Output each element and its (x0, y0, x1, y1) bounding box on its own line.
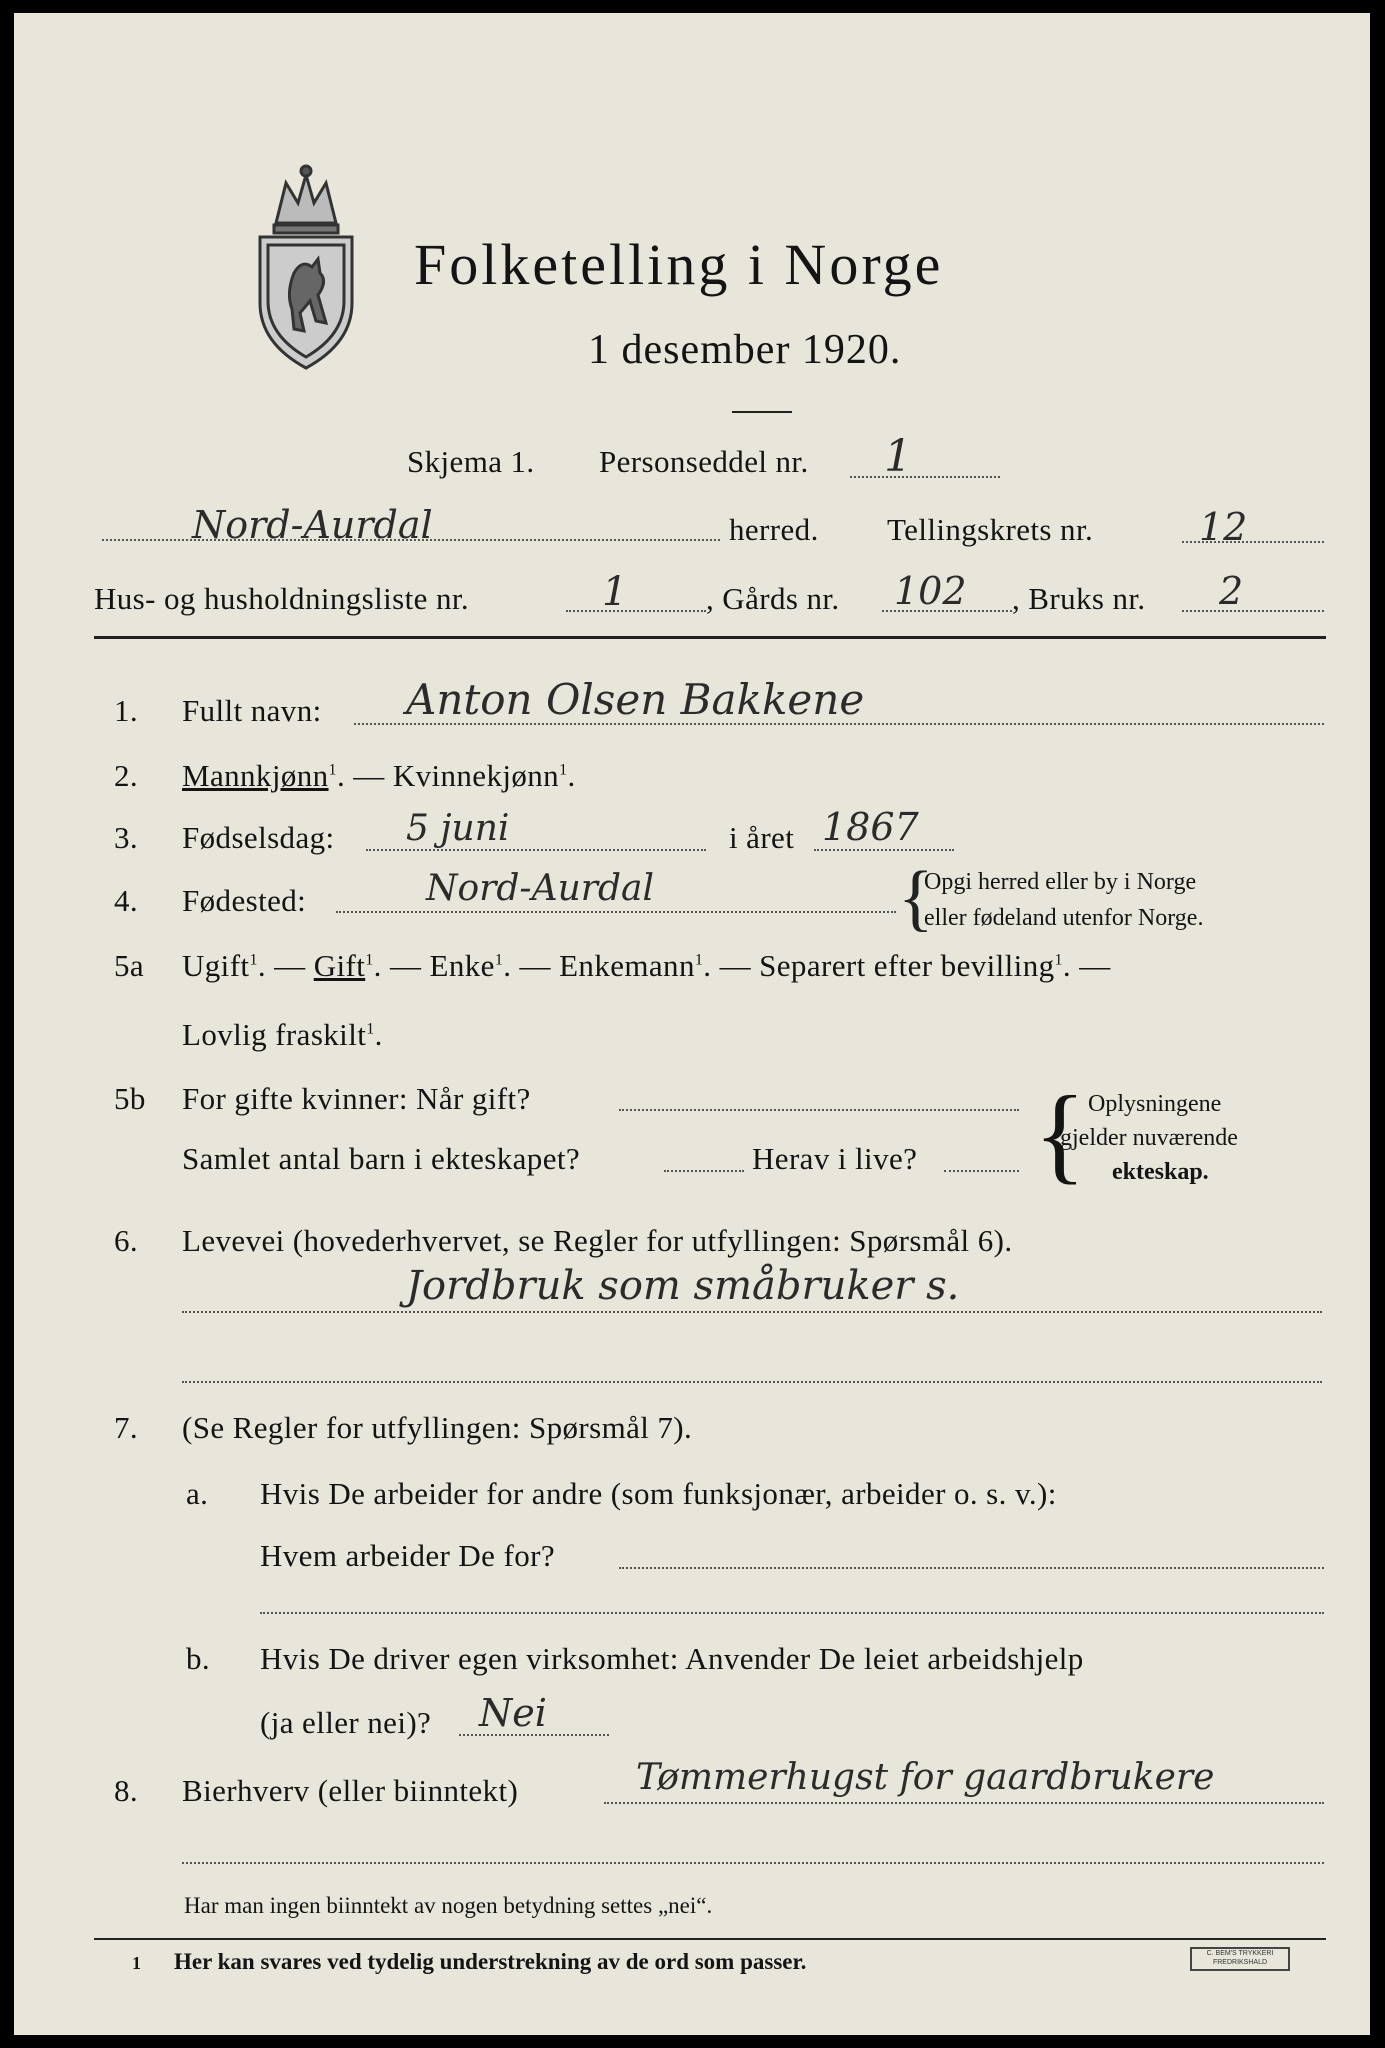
q3-label: Fødselsdag: (182, 820, 335, 855)
status-enkemann[interactable]: Enkemann (559, 948, 695, 983)
q5b-children-line (664, 1170, 744, 1172)
birthplace-value[interactable]: Nord-Aurdal (426, 868, 655, 909)
q3-day-line (366, 849, 706, 851)
hus-label: Hus- og husholdningsliste nr. (94, 581, 470, 616)
q4-label: Fødested: (182, 883, 307, 918)
q7a-line-1 (619, 1567, 1324, 1569)
personseddel-value[interactable]: 1 (884, 431, 912, 482)
tellingskrets-value[interactable]: 12 (1199, 505, 1248, 549)
q5b-children-label: Samlet antal barn i ekteskapet? (182, 1141, 581, 1176)
status-ugift[interactable]: Ugift (182, 948, 250, 983)
gards-label: , Gårds nr. (706, 581, 840, 616)
separator: . — (373, 948, 430, 983)
q7b-text: Hvis De driver egen virksomhet: Anvender De leiet arbeidshjelp (260, 1641, 1084, 1676)
coat-of-arms-icon (246, 163, 366, 373)
q5b-note-line1: Oplysningene (1088, 1091, 1222, 1117)
q5b-married-label: For gifte kvinner: Når gift? (182, 1081, 531, 1116)
footnote-ref: 1 (328, 761, 337, 779)
q6-line-1 (182, 1311, 1322, 1313)
separator: . — (1062, 948, 1111, 983)
printer-stamp-line2: FREDRIKSHALD (1212, 1959, 1268, 1966)
q5b-note-line2: gjelder nuværende (1060, 1125, 1238, 1151)
printer-stamp (1190, 1947, 1290, 1971)
q5b-note-line3: ekteskap. (1112, 1159, 1209, 1185)
tellingskrets-label: Tellingskrets nr. (887, 512, 1094, 547)
civil-status-options (182, 948, 1111, 984)
q5b-alive-line (944, 1170, 1019, 1172)
footnote-mark: 1 (132, 1953, 141, 1973)
footnote-ref: 1 (1054, 951, 1063, 969)
q5b-alive-label: Herav i live? (752, 1141, 918, 1176)
footnote-ref: 1 (365, 951, 374, 969)
skjema-label: Skjema 1. (407, 444, 535, 479)
census-date: 1 desember 1920. (588, 327, 902, 373)
separator: . — (503, 948, 560, 983)
q8-line-2 (182, 1862, 1324, 1864)
gender-female[interactable]: Kvinnekjønn (392, 758, 560, 793)
q7a-letter: a. (186, 1476, 209, 1511)
hus-value[interactable]: 1 (602, 569, 628, 615)
brace: { (898, 857, 934, 939)
footnote-ref: 1 (494, 951, 504, 969)
q3-year-label: i året (729, 820, 795, 855)
footnote-text: Her kan svares ved tydelig understrekning av de ord som passer. (174, 1949, 807, 1974)
printer-stamp-line1: C. BEM'S TRYKKERI (1206, 1950, 1274, 1957)
status-gift[interactable]: Gift (313, 948, 366, 983)
census-form (14, 13, 1370, 2035)
footer-rule (94, 1938, 1326, 1940)
title-divider (732, 411, 792, 413)
civil-status-options-cont (182, 1017, 383, 1053)
occupation-value[interactable]: Jordbruk som småbruker s. (406, 1263, 960, 1309)
q8-number: 8. (114, 1773, 139, 1808)
q2-number: 2. (114, 758, 139, 793)
bruks-value[interactable]: 2 (1219, 569, 1244, 613)
hired-help-value[interactable]: Nei (479, 1691, 547, 1735)
separator: . (374, 1017, 383, 1052)
bruks-line (1182, 610, 1324, 612)
side-income-value[interactable]: Tømmerhugst for gaardbrukere (636, 1757, 1215, 1798)
full-name-value[interactable]: Anton Olsen Bakkene (406, 675, 865, 724)
footnote-ref: 1 (249, 951, 258, 969)
q5b-married-line (619, 1109, 1019, 1111)
separator: . (567, 758, 576, 793)
q7-label: (Se Regler for utfyllingen: Spørsmål 7). (182, 1410, 693, 1445)
status-separert[interactable]: Separert efter bevilling (759, 948, 1055, 983)
q4-number: 4. (114, 883, 139, 918)
q4-note-line2: eller fødeland utenfor Norge. (924, 905, 1204, 931)
personseddel-line (850, 476, 1000, 478)
herred-value[interactable]: Nord-Aurdal (192, 503, 433, 547)
status-enke[interactable]: Enke (429, 948, 495, 983)
separator: . — (703, 948, 760, 983)
q8-line-1 (604, 1802, 1324, 1804)
gender-options (182, 758, 576, 794)
q5b-number: 5b (114, 1081, 146, 1116)
brace: { (1034, 1075, 1086, 1194)
q7-number: 7. (114, 1410, 139, 1445)
q8-label: Bierhverv (eller biinntekt) (182, 1773, 519, 1808)
q6-number: 6. (114, 1223, 139, 1258)
q5a-number: 5a (114, 948, 145, 983)
q7a-line-2 (260, 1612, 1324, 1614)
personseddel-label: Personseddel nr. (599, 444, 809, 479)
footnote-ref: 1 (366, 1020, 375, 1038)
q1-number: 1. (114, 693, 139, 728)
footnote-ref: 1 (694, 951, 704, 969)
q6-line-2 (182, 1381, 1322, 1383)
q7b-letter: b. (186, 1641, 211, 1676)
footnote-ref: 1 (559, 761, 568, 779)
q6-label: Levevei (hovederhvervet, se Regler for utfyllingen: Spørsmål 6). (182, 1223, 1013, 1258)
birth-year-value[interactable]: 1867 (822, 805, 919, 849)
birthday-value[interactable]: 5 juni (406, 808, 510, 849)
q3-year-line (814, 849, 954, 851)
q4-note-line1: Opgi herred eller by i Norge (924, 869, 1197, 895)
q7a-text: Hvis De arbeider for andre (som funksjonær, arbeider o. s. v.): (260, 1476, 1057, 1511)
form-title: Folketelling i Norge (414, 232, 944, 297)
herred-label: herred. (729, 512, 819, 547)
separator: . — (336, 758, 393, 793)
gender-male[interactable]: Mannkjønn (182, 758, 329, 793)
nei-note: Har man ingen biinntekt av nogen betydning settes „nei“. (184, 1893, 713, 1918)
q3-number: 3. (114, 820, 139, 855)
gards-value[interactable]: 102 (894, 569, 967, 613)
status-lovlig-fraskilt[interactable]: Lovlig fraskilt (182, 1017, 367, 1052)
q7a-question: Hvem arbeider De for? (260, 1538, 555, 1573)
header-rule (94, 636, 1326, 639)
q7b-question: (ja eller nei)? (260, 1705, 432, 1740)
hus-line (566, 610, 706, 612)
separator: . — (257, 948, 314, 983)
bruks-label: , Bruks nr. (1012, 581, 1146, 616)
q1-label: Fullt navn: (182, 693, 322, 728)
q4-line (336, 911, 896, 913)
